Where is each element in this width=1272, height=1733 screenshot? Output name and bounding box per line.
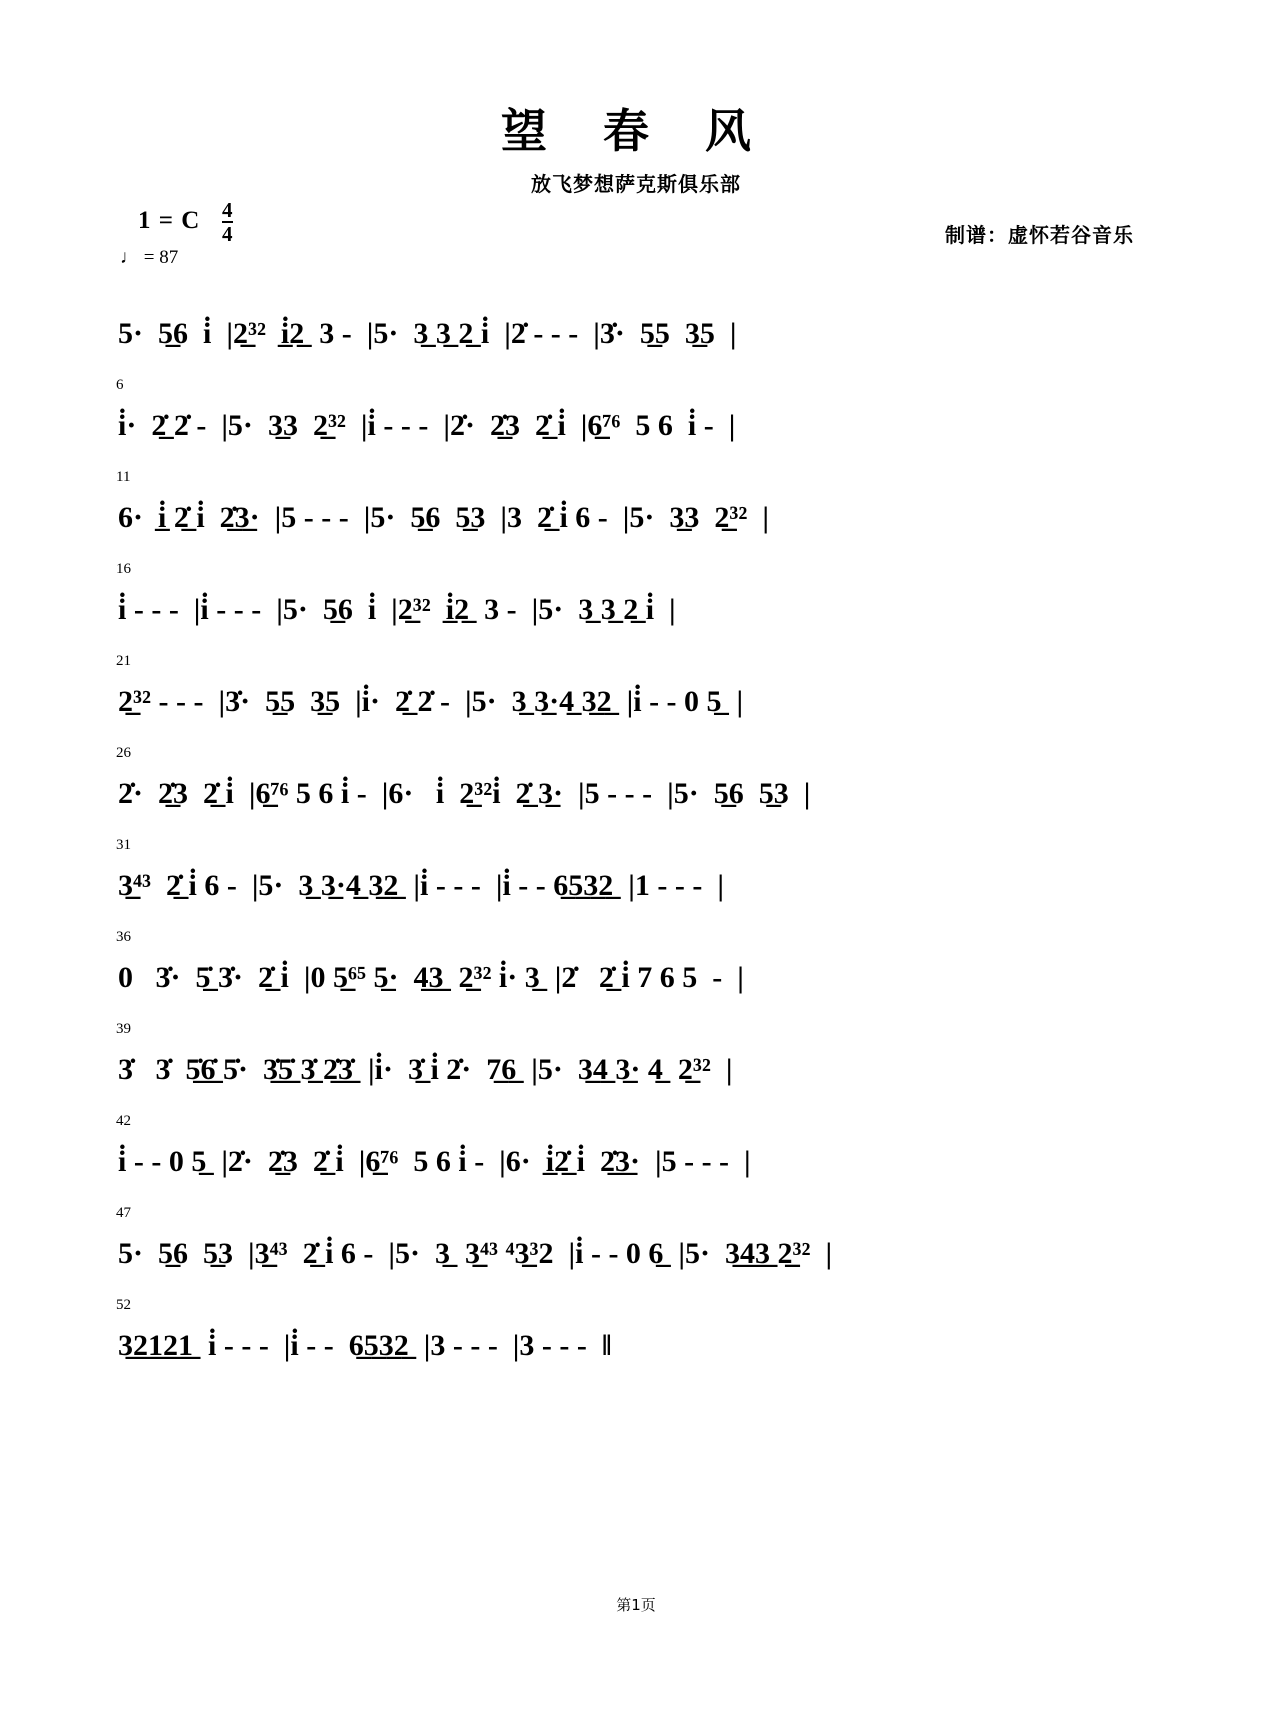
time-signature-numerator: 4 bbox=[222, 198, 233, 222]
system-notes: 0 3̇· 5̲̇ 3̇· 2̲̇ i̇ |0 5̲̲⁶⁵ 5̲· 4̲3̲ 2̲̲³² i̇· 3̲ |2̇ 2̲̇ i̇ 7 6 5 - | bbox=[118, 961, 744, 994]
page-title: 望 春 风 bbox=[500, 104, 772, 158]
measure-number: 31 bbox=[116, 837, 131, 853]
music-system bbox=[118, 465, 1160, 557]
system-notes: i̇ - - 0 5̲ |2̇· 2̲̇3 2̲̇ i̇ |6̲̲⁷⁶ 5 6 i̇ - |6· i̲̇2̲̇ i̇ 2̲̇3̲· |5 - - - | bbox=[118, 1145, 751, 1178]
page-number: 第1页 bbox=[616, 1596, 656, 1614]
system-notes: 2̇· 2̲̇3 2̲̇ i̇ |6̲̲⁷⁶ 5 6 i̇ - |6· i̇ 2̲̲³²i̇ 2̲̇ 3̲· |5 - - - |5· 5̲6 5̲3 | bbox=[118, 777, 811, 810]
music-system bbox=[118, 557, 1160, 649]
system-notes: i̇ - - - |i̇ - - - |5· 5̲6 i̇ |2̲̲³² i̲̇2̲ 3 - |5· 3̲ 3̲ 2̲ i̇ | bbox=[118, 593, 676, 626]
measure-number: 21 bbox=[116, 653, 131, 669]
system-notes: 5· 5̲6 5̲3 |3̲̲⁴³ 2̲̇ i̇ 6 - |5· 3̲ 3̲̲⁴³ ⁴3̲̲³2 |i̇ - - 0 6̲ |5· 3̲4̲3̲ 2̲̲³² | bbox=[118, 1237, 833, 1270]
measure-number: 36 bbox=[116, 929, 131, 945]
system-notes: 3̲̲⁴³ 2̲̇ i̇ 6 - |5· 3̲ 3̲·4̲ 3̲2̲ |i̇ - - - |i̇ - - 6̲5̲3̲2̲ |1 - - - | bbox=[118, 869, 724, 902]
measure-number: 16 bbox=[116, 561, 131, 577]
music-system bbox=[118, 1201, 1160, 1293]
time-signature bbox=[222, 199, 233, 245]
score-metadata bbox=[0, 198, 1272, 279]
page-subtitle: 放飞梦想萨克斯俱乐部 bbox=[531, 172, 741, 196]
system-notes: 2̲̲³² - - - |3̇· 5̲5 3̲5 |i̇· 2̲̇ 2̇ - |5· 3̲ 3̲·4̲ 3̲2̲ |i̇ - - 0 5̲ | bbox=[118, 685, 744, 718]
music-system bbox=[118, 649, 1160, 741]
measure-number: 6 bbox=[116, 377, 124, 393]
score-systems bbox=[0, 281, 1272, 1385]
system-notes: 5· 5̲6 i̇ |2̲̲³² i̲̇2̲ 3 - |5· 3̲ 3̲ 2̲ i̇ |2̇ - - - |3̇· 5̲5 3̲5 | bbox=[118, 317, 737, 350]
music-system bbox=[118, 925, 1160, 1017]
measure-number: 42 bbox=[116, 1113, 131, 1129]
system-notes: 6· i̲̇ 2̲̇ i̇ 2̲̇3̲· |5 - - - |5· 5̲6 5̲3 |3 2̲̇ i̇ 6 - |5· 3̲3 2̲̲³² | bbox=[118, 501, 770, 534]
system-notes: i̇· 2̲̇ 2̇ - |5· 3̲3 2̲̲³² |i̇ - - - |2̇· 2̲̇3 2̲̇ i̇ |6̲̲⁷⁶ 5 6 i̇ - | bbox=[118, 409, 736, 442]
music-system bbox=[118, 373, 1160, 465]
key-signature: 1 = C bbox=[138, 207, 201, 234]
measure-number: 39 bbox=[116, 1021, 131, 1037]
music-system bbox=[118, 833, 1160, 925]
music-system bbox=[118, 1293, 1160, 1385]
music-system bbox=[118, 281, 1160, 373]
music-system bbox=[118, 1109, 1160, 1201]
system-notes: 3̲2̲1̲2̲1̲ i̇ - - - |i̇ - - 6̲5̲3̲2̲ |3 - - - |3 - - - ‖ bbox=[118, 1329, 612, 1362]
measure-number: 11 bbox=[116, 469, 131, 485]
measure-number: 52 bbox=[116, 1297, 131, 1313]
measure-number: 47 bbox=[116, 1205, 131, 1221]
arranger-credit: 制谱：虚怀若谷音乐 bbox=[945, 223, 1134, 247]
music-system bbox=[118, 1017, 1160, 1109]
tempo-marking: ♩ = 87 bbox=[120, 247, 179, 268]
music-system bbox=[118, 741, 1160, 833]
measure-number: 26 bbox=[116, 745, 131, 761]
system-notes: 3̇ 3̇ 5̲̇6̲̇ 5̇· 3̲̇5̲̇ 3̲̇ 2̲̇3̲̇ |i̇· 3̲̇ i̇ 2̇· 7̲6̲ |5· 3̲4̲ 3̲· 4̲ 2̲̲³² | bbox=[118, 1053, 733, 1086]
time-signature-denominator: 4 bbox=[222, 222, 233, 247]
